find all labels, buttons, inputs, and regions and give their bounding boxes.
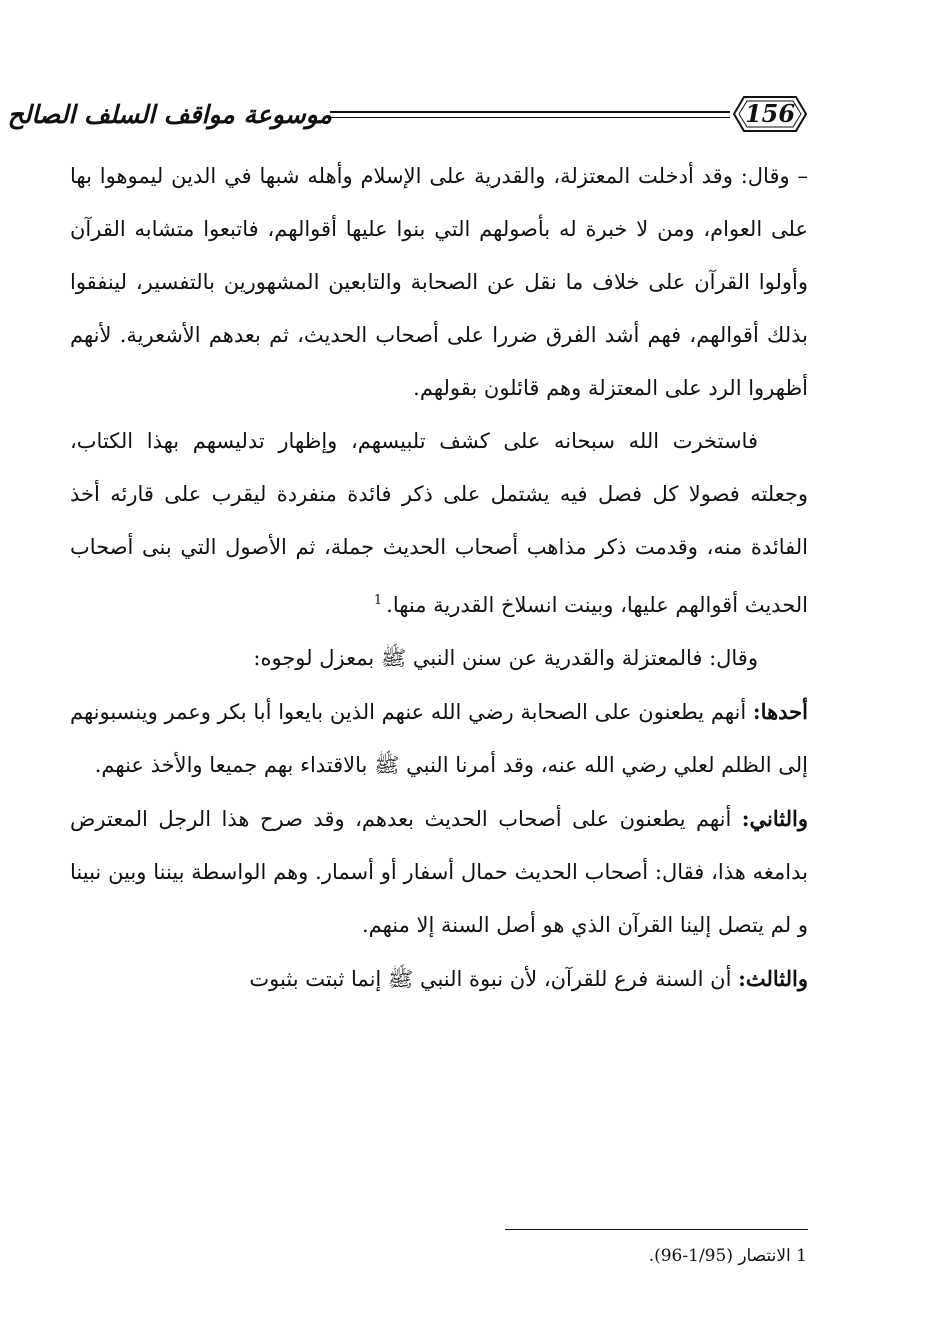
footnote [649,1246,807,1266]
paragraph-5-lead: والثاني: [741,806,808,831]
paragraph-4-lead: أحدها: [752,699,808,724]
paragraph-4 [70,685,808,792]
paragraph-6-lead: والثالث: [738,966,808,991]
paragraph-6-text: أن السنة فرع للقرآن، لأن نبوة النبي ﷺ إنما ثبتت بثبوت [249,967,739,991]
footnote-number: 1 [796,1246,807,1266]
footnote-reference: 1 [373,593,383,608]
paragraph-2-text: فاستخرت الله سبحانه على كشف تلبيسهم، وإظهار تدليسهم بهذا الكتاب، وجعلته فصولا كل فصل فيه يشتمل على ذكر فائدة منفردة ليقرب على قارئه أخذ الفائدة منه، وقدمت ذكر مذاهب أصحاب الحديث جملة، ثم الأصول التي بنى أصحاب الحديث أقوالهم عليها، وبينت انسلاخ القدرية منها. [70,429,808,617]
page-header [7,88,812,144]
main-text [70,150,808,1006]
book-title: موسوعة مواقف السلف الصالح [7,100,332,129]
header-rule-thin [330,117,730,118]
paragraph-2 [70,415,808,632]
page-number: 156 [744,99,796,128]
footnote-separator [505,1229,808,1230]
paragraph-1 [70,150,808,415]
paragraph-1-text: – وقال: وقد أدخلت المعتزلة، والقدرية على الإسلام وأهله شبها في الدين ليموهوا بها على العوام، ومن لا خبرة له بأصولهم التي بنوا عليها أقوالهم، فاتبعوا متشابه القرآن وأولوا القرآن على خلاف ما نقل عن الصحابة والتابعين المشهورين بالتفسير، لينفقوا بذلك أقوالهم، فهم أشد الفرق ضررا على أصحاب الحديث، ثم بعدهم الأشعرية. لأنهم أظهروا الرد على المعتزلة وهم قائلون بقولهم. [70,164,808,400]
paragraph-6 [70,952,808,1006]
paragraph-5-text: أنهم يطعنون على أصحاب الحديث بعدهم، وقد صرح هذا الرجل المعترض بدامغه هذا، فقال: أصحاب الحديث حمال أسفار أو أسمار. وهم الواسطة بيننا وبين نبينا و لم يتصل إلينا القرآن الذي هو أصل السنة إلا منهم. [70,807,808,937]
paragraph-4-text: أنهم يطعنون على الصحابة رضي الله عنهم الذين بايعوا أبا بكر وعمر وينسبونهم إلى الظلم لعلي رضي الله عنه، وقد أمرنا النبي ﷺ بالاقتداء بهم جميعا والأخذ عنهم. [70,700,808,777]
paragraph-5 [70,792,808,952]
page-number-badge [732,94,808,134]
paragraph-3-text: وقال: فالمعتزلة والقدرية عن سنن النبي ﷺ بمعزل لوجوه: [253,646,758,670]
footnote-text: الانتصار (1/95-96). [648,1246,791,1266]
header-rule [330,111,730,113]
paragraph-3 [70,632,808,685]
